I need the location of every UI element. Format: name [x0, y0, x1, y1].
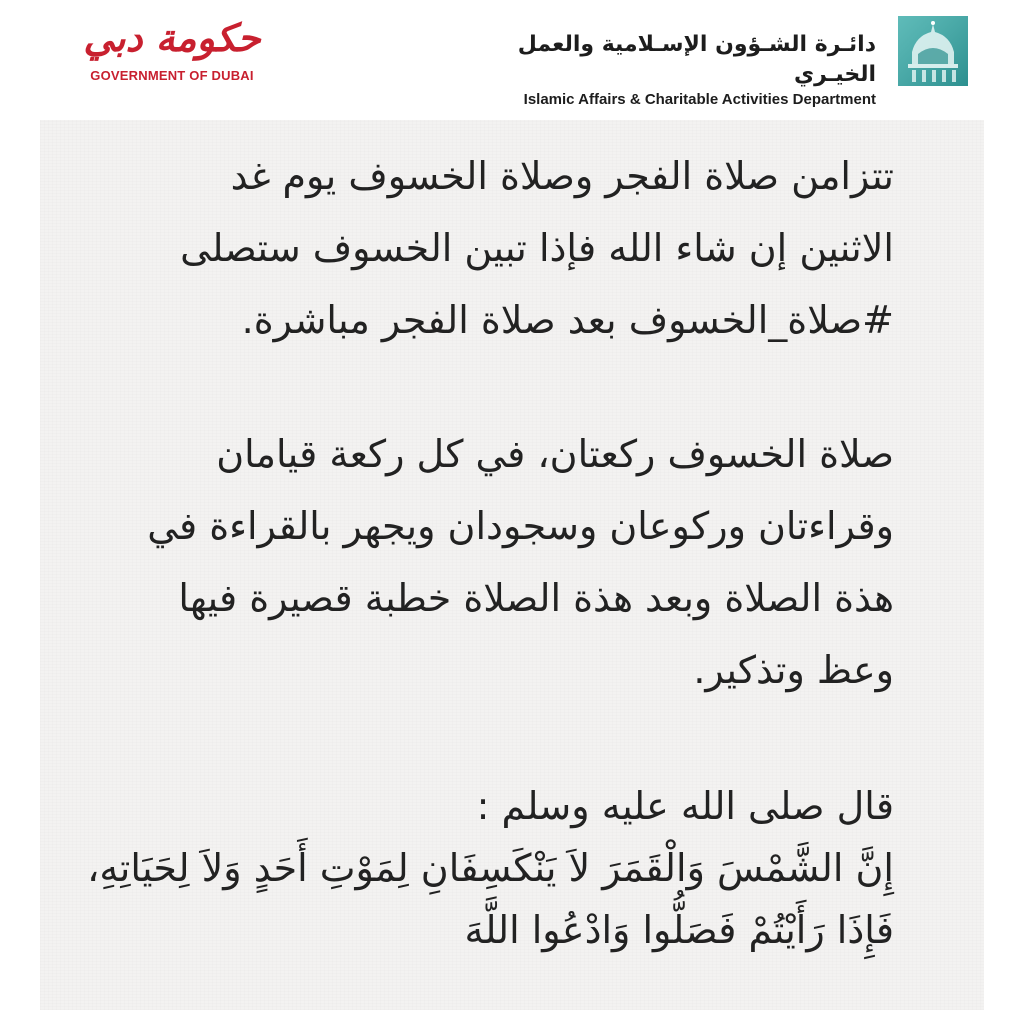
paragraph-prayer-description — [134, 418, 894, 706]
text-line: قال صلى الله عليه وسلم : — [476, 784, 894, 828]
text-line: تتزامن صلاة الفجر وصلاة الخسوف يوم غد — [230, 154, 894, 198]
text-line: صلاة الخسوف ركعتان، في كل ركعة قيامان — [216, 432, 894, 476]
page-header — [0, 0, 1024, 110]
text-line: الاثنين إن شاء الله فإذا تبين الخسوف ستصلى — [180, 226, 894, 270]
paragraph-announcement — [134, 140, 894, 356]
government-of-dubai-logo — [82, 14, 262, 94]
dome-emblem-icon — [898, 16, 968, 86]
paragraph-hadith — [87, 775, 894, 961]
department-name-arabic: دائـرة الشـؤون الإسـلامية والعمل الخيـري — [517, 32, 876, 87]
text-line: إِنَّ الشَّمْسَ وَالْقَمَرَ لاَ يَنْكَسِفَانِ لِمَوْتِ أَحَدٍ وَلاَ لِحَيَاتِهِ، — [87, 846, 894, 890]
department-name-english: Islamic Affairs & Charitable Activities Department — [523, 91, 876, 108]
text-line: #صلاة_الخسوف بعد صلاة الفجر مباشرة. — [241, 298, 894, 342]
text-line: وعظ وتذكير. — [693, 648, 894, 692]
text-line: هذة الصلاة وبعد هذة الصلاة خطبة قصيرة فيها — [178, 576, 894, 620]
text-line: وقراءتان وركوعان وسجودان ويجهر بالقراءة في — [147, 504, 894, 548]
text-line: فَإِذَا رَأَيْتُمْ فَصَلُّوا وَادْعُوا اللَّهَ — [464, 908, 894, 952]
department-name — [436, 30, 876, 110]
government-logo-english: GOVERNMENT OF DUBAI — [90, 68, 254, 83]
government-logo-arabic: حكومة دبي — [83, 16, 261, 60]
